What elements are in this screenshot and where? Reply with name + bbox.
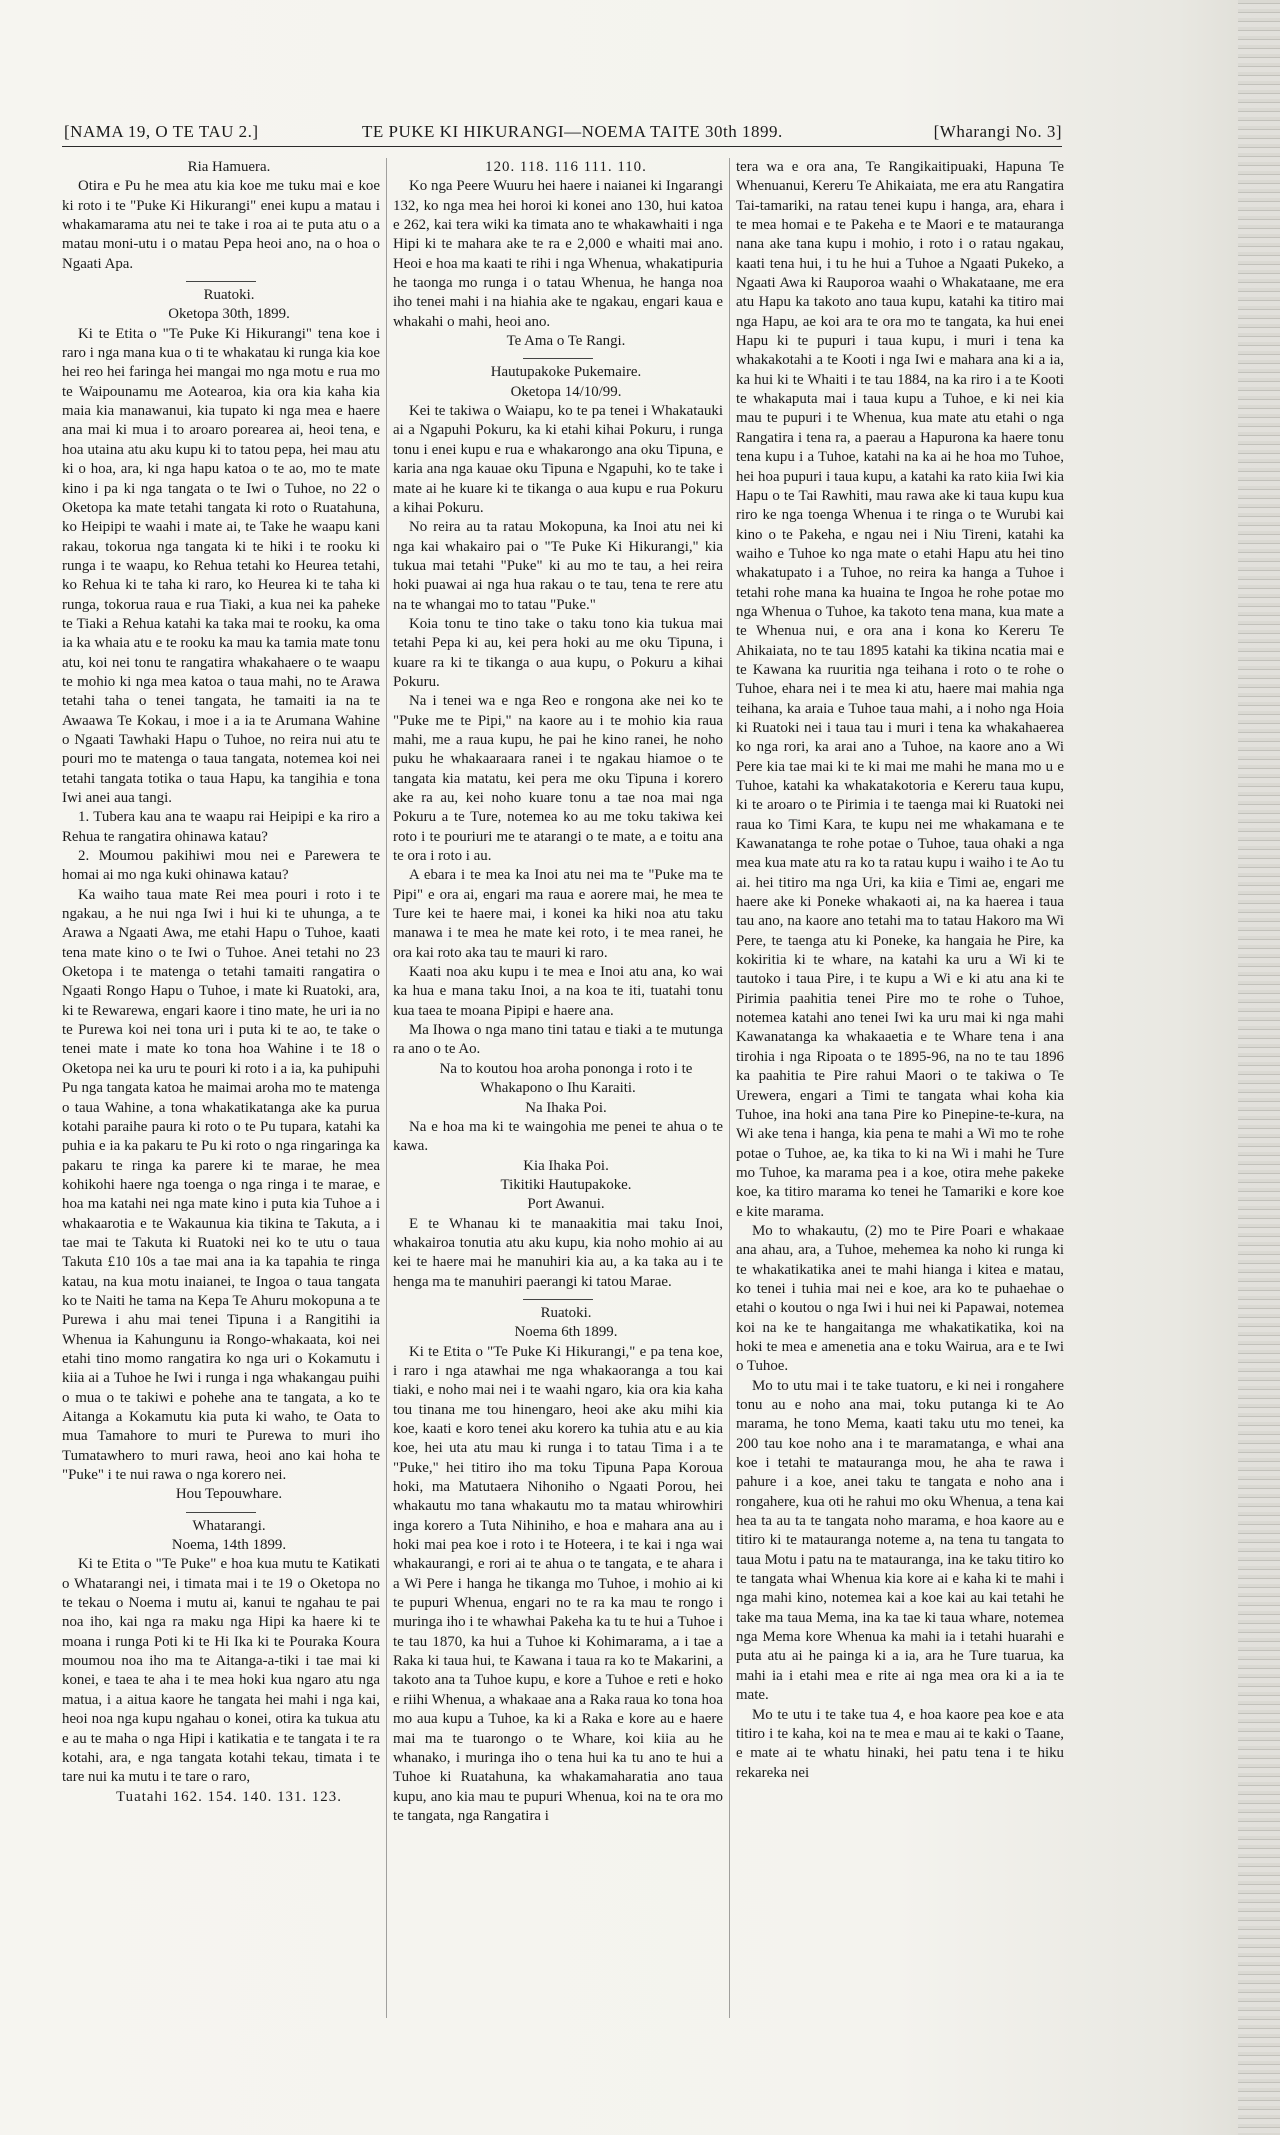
paragraph: tera wa e ora ana, Te Rangikaitipuaki, Hapuna Te Whenuanui, Kereru Te Ahikaiata, me era atu Rangatira Tai-tamariki, na ratau tenei kupu i hanga, ara, ehara i te mea homai e te Pakeha e te Maori e te matauranga nana ake tana kupu i mohio, i roto i o ratau ngakau, kaati tena hui, i tu he hui a Tuhoe a Ngaati Pukeko, a Ngaati Awa ki Rauporoa waahi o Whakataane, me era atu Hapu ka takoto ano taua kupu, katahi ka titiro mai nga Hapu, ae koi ara te ora mo te tangata, ka hui enei Hapu ki te pupuri i taua kupu, i muri i tena ka whakakotahi a te Kooti i nga Iwi e mahara ana ki a ia, ka hui ki te Whaiti i te tau 1884, na ka riro i a te Kooti te whakaputa mai i taua kupu a Tuhoe, e ki nei kia mau te pupuri i te Whenua, kua mate atu etahi o nga Rangatira i tena ra, a paerau a Hapurona ka haere tonu tena kupu i a Tuhoe, katahi na ka ai he hoa mo Tuhoe, hei hoa pupuri i taua kupu, a katahi ka rato kiia Iwi kia Hapu o te Tai Rawhiti, mau rawa ake ki taua kupu kua riro ke nga toenga Whenua i te ringa o te Wurubi kai kino o te Pakeha, e ngau nei i Niu Tireni, katahi ka waiho e Tuhoe ko nga mate o etahi Hapu atu hei tino whakatupato i a Tuhoe, no reira ka hanga a Tuhoe i tetahi rohe mana ka huaina te Ingoa he rohe potae mo nga Whenua o Tuhoe, ka takoto tena mana, kua mate a te Whenua nui, e ora ana i kona ko Kereru Te Ahikaiata, no te tau 1895 katahi ka tikina ncatia mai e te Kawana ka ruuritia nga teihana i roto o te rohe o Tuhoe, ehara nei i te mea ki atu, haere mai mahia nga teihana, ka araia e Tuhoe taua mahi, a i noho nga Hoia ki Ruatoki nei i taua tau i muri i tena ka whakahaerea ko nga rori, ka arai ano a Tuhoe, na kaore ano a Wi Pere kia tae mai ki te ki mai me mahi he mana mo u e Tuhoe, katahi ka whakatakotoria e Kereru taua kupu, ki te aroaro o te Pirimia i te taenga mai ki Ruatoki nei raua ko Timi Kara, te kupu nei me whakamana e te Kawanatanga te rohe potae o Tuhoe, taua ohaki a nga mea kua mate atu ra ko ta ratau kupu i waiho i te Ao tu ai. hei titiro ma nga Uri, ka kiia e Timi ae, engari me haere ake ki Poneke whakaoti ai, na ka haerea i taua tau ano, na kaore ano tetahi ma to tatau Hakoro ma Wi Pere, te taenga atu ki Poneke, ka hangaia he Pire, ka kokiritia ki te whare, na katahi ka uru a Wi ki te tautoko i taua Pire, i te kupu a Wi e ki atu ana ki te Pirimia paahitia tenei Pire mo te rohe o Tuhoe, notemea katahi ano tenei Iwi ka uru mai ki nga mahi Kawanatanga ka whakaaetia e te Whare tena i ana tirohia i nga Ripoata o te 1895-96, na no te tau 1896 ka paahitia te Pire rahui Maori o te takiwa o Te Urewera, engari a Timi te tangata whai koha kia Tuhoe, ina hoki ana tana Pire ko Pinepine-te-kura, na Wi ake tena i hanga, kia pena te mahi a Wi mo te rohe potae o Tuhoe, ae, ka tika to ki na Wi i mahi he Ture mo Tuhoe, ka marama pea i a koe, otira mehe pakeke koe, ka titiro marama ko tenei he Tamariki e kore koe e kite marama. bbox=[736, 159, 1064, 1220]
tally-line: 120. 118. 116 111. 110. bbox=[485, 159, 647, 175]
letter-date: Noema 6th 1899. bbox=[514, 1324, 618, 1341]
paper-edge bbox=[1238, 0, 1280, 2135]
letter-date: Oketopa 14/10/99. bbox=[510, 383, 622, 400]
paragraph: E te Whanau ki te manaakitia mai taku Inoi, whakairoa tonutia atu aku kupu, kia noho mohio ai au kei te haere mai he manuhiri kia au, a ka taka au i te henga ma te manuhiri paerangi ki tatou Marae. bbox=[393, 1215, 723, 1290]
paragraph: Mo to whakautu, (2) mo te Pire Poari e whakaae ana ahau, ara, a Tuhoe, mehemea ka noho ki runga ki te whakatikatika anei te mahi hianga i kitea e matau, ko tenei i tuhia mai nei e koe, ara ko te puhaehae o etahi o koutou o nga Iwi i hui nei ki Papawai, notemea koi na ke te hangaitanga me whakatikatika, koi na hoki te mea e amenetia ana e toku Wairua, ara e te Iwi o Tuhoe. bbox=[736, 1222, 1064, 1375]
masthead bbox=[62, 120, 1062, 147]
paragraph: A ebara i te mea ka Inoi atu nei ma te "Puke ma te Pipi" e ora ai, engari ma raua e aorere mai, he mea te Ture kei te haere mai, i konei ka hiki noa atu taku manawa i te mea he mate kei roto, i te mea ranei, he ora kai roto aka tau te mauri ki raro. bbox=[393, 867, 723, 961]
page-number: [Wharangi No. 3] bbox=[933, 122, 1062, 141]
paragraph: 1. Tubera kau ana te waapu rai Heipipi e ka riro a Rehua te rangatira ohinawa katau? bbox=[62, 809, 380, 845]
letter-signature: Kia Ihaka Poi. bbox=[523, 1157, 609, 1174]
column-2 bbox=[393, 158, 723, 1826]
letter-place: Ruatoki. bbox=[203, 287, 255, 304]
paragraph: Mo te utu i te take tua 4, e hoa kaore pea koe e ata titiro i te kaha, koi na te mea e mau ai te kaki o Taane, e mate ai te whatu hinaki, hei patu tena i te hiku rekareka nei bbox=[736, 1706, 1064, 1781]
paragraph: Ma Ihowa o nga mano tini tatau e tiaki a te mutunga ra ano o te Ao. bbox=[393, 1022, 723, 1058]
letter-place: Ruatoki. bbox=[540, 1304, 592, 1321]
letter-place: Hautupakoke Pukemaire. bbox=[490, 364, 642, 381]
letter-place: Whatarangi. bbox=[192, 1517, 266, 1534]
paragraph: Kaati noa aku kupu i te mea e Inoi atu ana, ko wai ka hua e mana taku Inoi, a na koa te iti, tuatahi tonu kua taea te moana Pipipi e haere ana. bbox=[393, 964, 723, 1019]
paragraph: Na e hoa ma ki te waingohia me penei te ahua o te kawa. bbox=[393, 1118, 723, 1155]
issue-number: [NAMA 19, O TE TAU 2.] bbox=[64, 122, 259, 141]
letter-place: Port Awanui. bbox=[527, 1196, 605, 1213]
paragraph: Ki te Etita o "Te Puke Ki Hikurangi," e pa tena koe, i raro i nga atawhai me nga whakaoranga a tou kai tiaki, e noho mai nei i te waahi ngaro, kia ora kia kaha tou tinana me tou hinengaro, heoi ake aku mihi kia koe, kaati e koro tenei aku korero ka tuhia atu e au kia koe, hei uta atu mau ki runga i to tatau Tima i a te "Puke," hei titiro iho ma toku Tipuna Papa Koroua hoki, ma Matutaera Nihoniho o Ngaati Porou, hei whakautu mo tana whakautu mo ta matau whirowhiri inga korero a Tuta Nihiniho, e hoa e mahara ana au i hoki mai pea koe i roto i te Hoteera, i te kai i nga wai whakaurangi, e rori ai te ahua o te tangata, e te ahara i a Wi Pere i hanga he tikanga mo Tuhoe, i mohio ai ki te pupuri Whenua, engari no te ra ka mau te rongo i muringa iho i te whawhai Pakeha ka tu te hui a Tuhoe i te tau 1870, ka hui a Tuhoe ki Kohimarama, a i tae a Raka ki taua hui, te Kawana i taua ra ko te Makarini, a takoto ana ta Tuhoe kupu, e kore a Tuhoe e reti e hoko e riihi Whenua, a whakaae ana a Raka raua ko tona hoa mo aua kupu a Tuhoe, ka ki a Raka e kore au e haere mai ma te tuarongo o te Whare, koi kiia au he whanako, i muringa iho o tena hui ka tu ano te hui a Tuhoe ki Ruatahuna, ka whakamaharatia ano taua kupu, ano kia mau te pupuri Whenua, koi na te ora mo te tangata, nga Rangatira i bbox=[393, 1343, 723, 1824]
letter-signature: Ria Hamuera. bbox=[187, 159, 271, 175]
letter-date: Oketopa 30th, 1899. bbox=[168, 306, 290, 323]
section-divider bbox=[523, 1299, 593, 1300]
paragraph: Ki te Etita o "Te Puke Ki Hikurangi" tena koe i raro i nga mana kua o ti te whakatau ki runga kia koe hei reo hei faringa hei mangai mo nga motu e rua mo te Waipounamu me Aotearoa, kia ora kia kaha kia maia kia manawanui, kia tupato ki nga mea e haere ana mai ki mua i to aroaro porearea ai, heoi tena, e hoa utaina atu aku kupu ki to tatou pepa, hei mau atu ki o hoa, ara, ki nga hapu katoa o te ao, mo te mate kino i pa ki nga tangata o te Iwi o Tuhoe, no 22 o Oketopa ka mate tetahi tangata ki roto o Ruatahuna, ko Heipipi te waahi i mate ai, te Take he waapu kani rakau, tokorua nga tangata ki te hiki i te rooku ki runga i te waapu, ko Rehua tetahi ko Heurea tetahi, ko Rehua ki te taha ki raro, ko Heurea ki te taha ki runga, tokorua raua e rua Tiaki, a kua nei ka paheke te Tiaki a Rehua katahi ka taka mai te rooku, ka oma ia ka whaia atu e te rooku ka mau ka tamia mate tonu atu, koi nei tonu te rangatira whakahaere o te waapu te mohio ki nga mea katoa o taua mahi, no te Arawa tetahi taha o tenei tangata, he tamaiti ia na te Awaawa Te Kokau, i moe i a ia te Arumana Wahine o Ngaati Tawhaki Hapu o Tuhoe, no reira nui atu te pouri mo te matenga o taua tangata, notemea koi nei tetahi tangata totika o taua Hapu, ka tangihia e tona Iwi anei aua tangi. bbox=[62, 325, 380, 806]
letter-signature: Hou Tepouwhare. bbox=[175, 1486, 283, 1503]
section-divider bbox=[186, 1512, 256, 1513]
column-rule bbox=[729, 158, 730, 2018]
paragraph: Mo to utu mai i te take tuatoru, e ki nei i rongahere tonu au e noho ana mai, toku putanga ki te Ao marama, he tono Mema, kaati taku utu mo tenei, ka 200 tau koe noho ana i te maramatanga, e whai ana koe i tetahi te matauranga mou, he aha te rawa i pahure i a koe, anei taku te tangata e noho ana i rongahere, kua oti he rahui mo oku Whenua, a tena kai hea ta au ta te tangata noho marama, e hoa kaore au e titiro ki te matauranga noteme a, na tena tu tangata to taua Motu i patu na te matauranga, ina ke taku titiro ko te tangata whai Whenua kia kore ai e kaha ki te mahi i nga mahi kino, notemea kai a koe kai au kai tetahi he take ma taua Mema, ina ka tae ki taua whare, notemea nga Mema kore Whenua ka mahi ia i tetahi huarahi e puta atu ai he painga ki a ia, ara he Ture tuarua, ka mahi ia i etahi mea e rite ai nga mea ora ki a ia te mate. bbox=[736, 1377, 1064, 1704]
paragraph: Ki te Etita o "Te Puke" e hoa kua mutu te Katikati o Whatarangi nei, i timata mai i te 19 o Oketopa no te tekau o Noema i mutu ai, kanui te ngahau te pai noa iho, kai nga ra maku nga Hipi ka haere ki te moana i runga Poti ki te Hi Ika ki te Pouraka Koura moumou noa iho ma te Aitanga-a-tiki i tae mai ki konei, e taea te aha i te mea hoki kua ngaro atu nga matua, i a aitua kaore he tangata hei mahi i nga kai, heoi noa nga kupu ngahau o konei, otira ka tukua atu e au te maha o nga Hipi i katikatia e te tangata i te ra kotahi, ara, e nga tangata kotahi tekau, timata i te tare nui ka mutu i te tare o raro, bbox=[62, 1556, 380, 1786]
tally-line: Tuatahi 162. 154. 140. 131. 123. bbox=[116, 1788, 342, 1805]
column-1 bbox=[62, 158, 380, 1807]
paper-title-date: TE PUKE KI HIKURANGI—NOEMA TAITE 30th 1899. bbox=[362, 122, 783, 141]
paragraph: 2. Moumou pakihiwi mou nei e Parewera te homai ai mo nga kuki ohinawa katau? bbox=[62, 848, 380, 884]
letter-place: Tikitiki Hautupakoke. bbox=[500, 1176, 632, 1193]
paragraph: No reira au ta ratau Mokopuna, ka Inoi atu nei ki nga kai whakairo pai o "Te Puke Ki Hikurangi," kia tukua mai tetahi "Puke" ki au mo te tau, a hei reira hoki puawai ai nga hua rakau o te tau, tena te rere atu na te whangai mo to tatau "Puke." bbox=[393, 519, 723, 613]
letter-date: Noema, 14th 1899. bbox=[171, 1537, 287, 1554]
section-divider bbox=[186, 281, 256, 282]
letter-signature: Na Ihaka Poi. bbox=[525, 1099, 607, 1116]
letter-signature: Te Ama o Te Rangi. bbox=[506, 333, 626, 350]
paragraph: Otira e Pu he mea atu kia koe me tuku mai e koe ki roto i te "Puke Ki Hikurangi" enei kupu a matau i whakamarama atu nei te take i roa ai te puta atu o a matau moni-utu i o matau Pepa heoi ano, na o hoa o Ngaati Apa. bbox=[62, 178, 380, 272]
paragraph: Kei te takiwa o Waiapu, ko te pa tenei i Whakatauki ai a Ngapuhi Pokuru, ka ki etahi kihai Pokuru, i runga tonu i enei kupu e rua e whakarongo ana oku Tipuna, e karia ana nga kauae oku Tipuna e Ngapuhi, ko te take i mate ai he kuare ki te tikanga o aua kupu e rua Pokuru a kihai Pokuru. bbox=[393, 403, 723, 516]
paragraph: Koia tonu te tino take o taku tono kia tukua mai tetahi Pepa ki au, kei pera hoki au me oku Tipuna, i kuare ra ki te tikanga o aua kupu, o Pokuru a kihai Pokuru. bbox=[393, 615, 723, 690]
section-divider bbox=[523, 358, 593, 359]
column-rule bbox=[386, 158, 387, 2018]
column-3 bbox=[736, 158, 1064, 1783]
paragraph: Ko nga Peere Wuuru hei haere i naianei ki Ingarangi 132, ko nga mea hei horoi ki konei ano 130, hui katoa e 262, kai tera wiki ka timata ano te whakawhaiti i nga Hipi ki te mahara ake te ra e 2,000 e whaiti mai ano. Heoi e hoa ma kaati te rihi i nga Whenua, whakatipuria he taonga mo runga i o tatau Whenua, he hanga noa iho tenei mahi i na hiahia ake te ngakau, engari kaua e whakahi o mahi, heoi ano. bbox=[393, 178, 723, 330]
paragraph: Na i tenei wa e nga Reo e rongona ake nei ko te "Puke me te Pipi," na kaore au i te mohio kia raua mahi, me a raua kupu, he pai he kino ranei, he noho puku he whakaaraara ranei i te ngakau hiamoe o te tangata kia matatu, kei pera me oku Tipuna i korero ake ra au, kei noho kuare tonu a tae noa mai nga Pokuru a te Ture, notemea ko au me toku takiwa kei roto i te pouriuri me te atarangi o te mate, a e toitu ana te ora i roto i au. bbox=[393, 693, 723, 865]
verse-line: Na to koutou hoa aroha pononga i roto i te Whakapono o Ihu Karaiti. bbox=[439, 1060, 693, 1097]
paragraph: Ka waiho taua mate Rei mea pouri i roto i te ngakau, a he nui nga Iwi i hui ki te uhunga, a te Arawa a Ngaati Awa, me etahi Hapu o Tuhoe, kaati tena mate kino o te Iwi o Tuhoe. Anei tetahi no 23 Oketopa i te matenga o tetahi tamaiti rangatira o Ngaati Rongo Hapu o Tuhoe, i mate ki Ruatoki, ara, ki te Rewarewa, engari kaore i tino mate, he uri ia no te Purewa koi nei tona uri i puta ki te ao, te take o tenei mate i mate ko tona hoa Wahine i te 18 o Oketopa nei ka uru te pouri ki roto i a ia, ka puhipuhi Pu nga tangata katoa he maimai aroha mo te matenga o taua Wahine, a tona whakatikatanga ake ka purua kotahi paraihe paura ki roto o te Pu tupara, katahi ka puhia e ia ka pakaru te Pu ki roto o nga ringaringa ka pakaru te ringa ka parere ki te marae, he mea kohikohi haere nga toenga o nga ringa i te marae, e hoa ma katahi nei nga mate kino i puta kia Tuhoe a i whakaarotia e te Wakaunua kia tikina te Takuta, a i tae mai te Takuta ki Ruatoki nei ko te utu o taua Takuta £10 10s a tae mai ana ia ka tapahia te ringa katau, na kua motu inaianei, te Ingoa o taua tangata ko te Naiti he tama na Kepa Te Ahuru mokopuna a te Purewa i ahu mai tenei Tipuna i a Rangitihi ia Whenua ia Kahungunu ia Rongo-whakaata, koi nei etahi tino momo rangatira ko nga uri o Kokamutu i kiia ai a Tuhoe he Iwi i runga i nga whakangau puihi o mua o te takiwi e pohehe ana te tangata, a ko te Aitanga a Kokamutu kia puta ki waho, te Oata to mua Tamahore to muri te Purewa to muri iho Tumatawhero to muri rawa, heoi ano kai hoha te "Puke" i te nui rawa o nga korero nei. bbox=[62, 886, 380, 1484]
